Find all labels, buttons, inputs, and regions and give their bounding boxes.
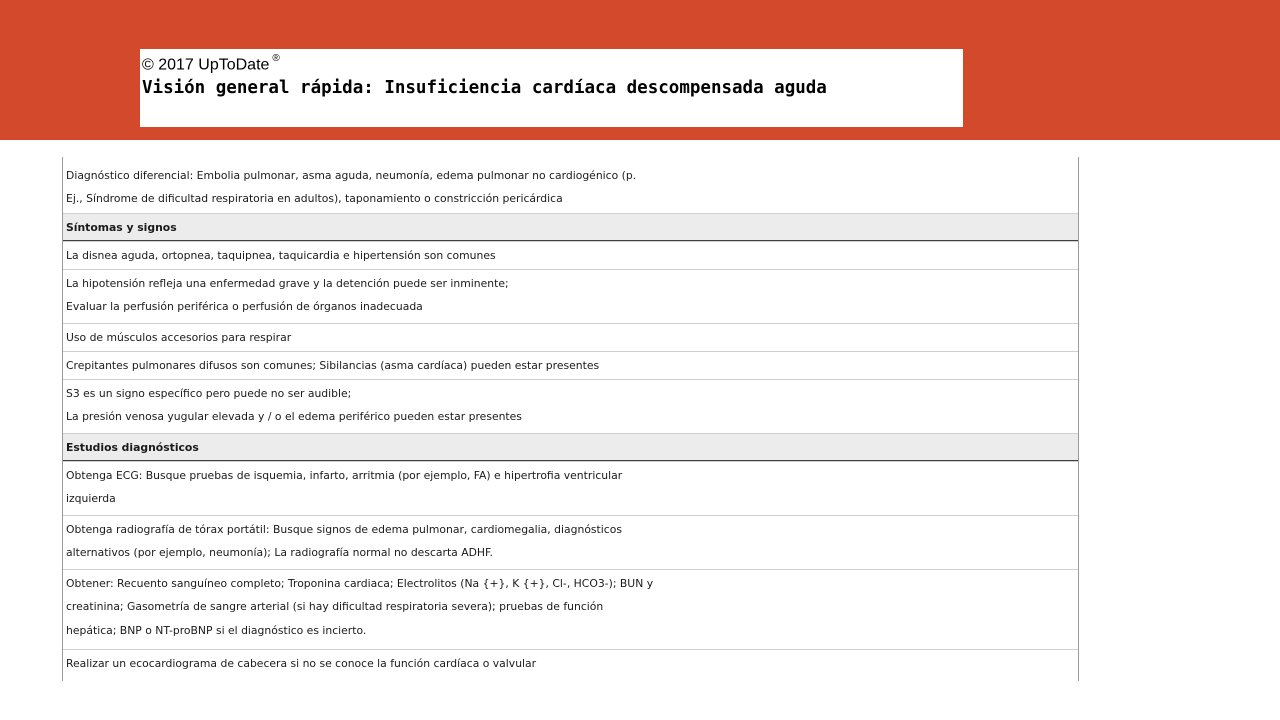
table-row bbox=[63, 157, 1078, 213]
table-row bbox=[63, 649, 1078, 681]
table-row bbox=[63, 269, 1078, 323]
table-row bbox=[63, 241, 1078, 269]
row-text: La hipotensión refleja una enfermedad grave y la detención puede ser inminente; bbox=[66, 277, 509, 290]
row-text: hepática; BNP o NT-proBNP si el diagnóstico es incierto. bbox=[66, 623, 367, 637]
row-text: izquierda bbox=[66, 492, 116, 506]
registered-mark: ® bbox=[272, 53, 280, 64]
content-table bbox=[62, 157, 1079, 681]
section-header bbox=[63, 213, 1078, 241]
row-text: Obtener: Recuento sanguíneo completo; Troponina cardiaca; Electrolitos (Na {+}, K {+}, Cl-, HCO3-); BUN y bbox=[66, 577, 654, 590]
row-text: La disnea aguda, ortopnea, taquipnea, taquicardia e hipertensión son comunes bbox=[66, 249, 496, 262]
table-row bbox=[63, 515, 1078, 569]
row-text: Realizar un ecocardiograma de cabecera si no se conoce la función cardíaca o valvular bbox=[66, 657, 537, 670]
row-text: Crepitantes pulmonares difusos son comunes; Sibilancias (asma cardíaca) pueden estar presentes bbox=[66, 359, 600, 372]
table-row bbox=[63, 323, 1078, 351]
copyright-label: © 2017 UpToDate bbox=[142, 56, 270, 74]
row-text: Diagnóstico diferencial: Embolia pulmonar, asma aguda, neumonía, edema pulmonar no cardiogénico (p. bbox=[66, 169, 637, 182]
table-row bbox=[63, 351, 1078, 379]
row-text: Uso de músculos accesorios para respirar bbox=[66, 331, 292, 344]
row-text: alternativos (por ejemplo, neumonía); La radiografía normal no descarta ADHF. bbox=[66, 546, 493, 560]
row-text: creatinina; Gasometría de sangre arterial (si hay dificultad respiratoria severa); pruebas de función bbox=[66, 600, 604, 614]
row-text: Obtenga radiografía de tórax portátil: Busque signos de edema pulmonar, cardiomegalia, diagnósticos bbox=[66, 523, 622, 536]
row-text: Obtenga ECG: Busque pruebas de isquemia, infarto, arritmia (por ejemplo, FA) e hipertrofia ventricular bbox=[66, 469, 623, 482]
table-row bbox=[63, 569, 1078, 649]
section-title: Estudios diagnósticos bbox=[66, 441, 199, 454]
page-title: Visión general rápida: Insuficiencia cardíaca descompensada aguda bbox=[142, 78, 827, 98]
table-row bbox=[63, 379, 1078, 433]
row-text: Evaluar la perfusión periférica o perfusión de órganos inadecuada bbox=[66, 300, 423, 314]
row-text: Ej., Síndrome de dificultad respiratoria en adultos), taponamiento o constricción pericárdica bbox=[66, 192, 563, 206]
table-row bbox=[63, 461, 1078, 515]
title-box bbox=[140, 49, 963, 127]
section-header bbox=[63, 433, 1078, 461]
copyright-text bbox=[142, 55, 280, 74]
row-text: S3 es un signo específico pero puede no ser audible; bbox=[66, 387, 352, 400]
row-text: La presión venosa yugular elevada y / o el edema periférico pueden estar presentes bbox=[66, 410, 522, 424]
section-title: Síntomas y signos bbox=[66, 221, 177, 234]
